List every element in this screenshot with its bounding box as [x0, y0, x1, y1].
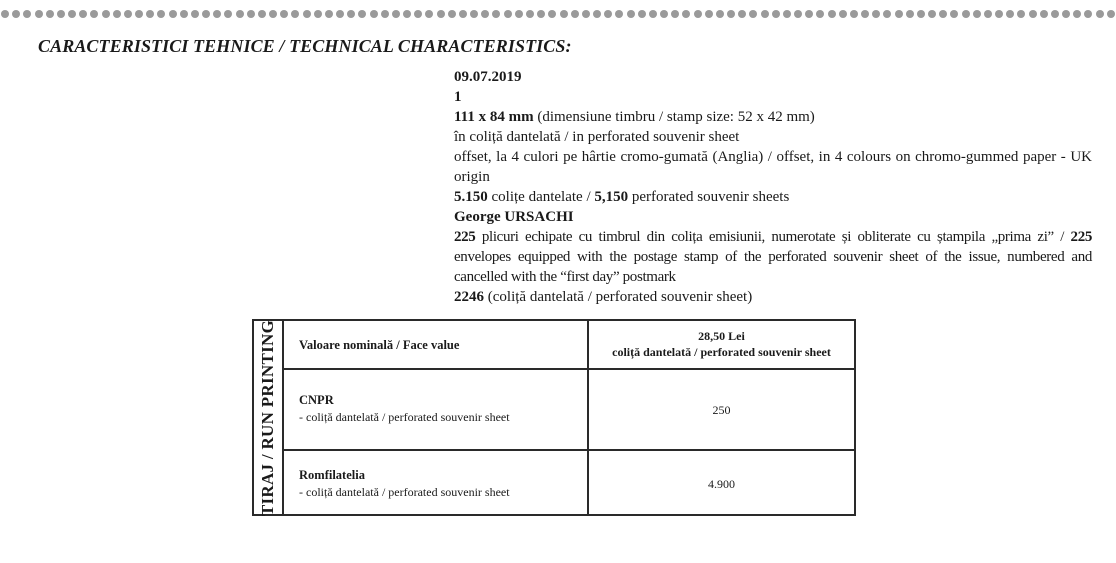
border-dot: [560, 10, 568, 18]
border-dot: [783, 10, 791, 18]
border-dot: [425, 10, 433, 18]
border-dot: [258, 10, 266, 18]
section-title: CARACTERISTICI TEHNICE / TECHNICAL CHARACTERISTICS:: [38, 36, 572, 56]
border-dot: [526, 10, 534, 18]
spec-value-bold: 111 x 84 mm: [454, 109, 534, 125]
row-value: 250: [712, 403, 731, 417]
table-row: [299, 392, 510, 426]
border-dot: [1096, 10, 1104, 18]
border-dot: [314, 10, 322, 18]
border-dot: [660, 10, 668, 18]
table-divider: [282, 321, 284, 514]
header-face-value: [589, 328, 854, 360]
border-dot: [236, 10, 244, 18]
border-dot: [23, 10, 31, 18]
row-name: Romfilatelia: [299, 468, 365, 482]
border-dot: [1062, 10, 1070, 18]
border-dot: [772, 10, 780, 18]
border-dot: [403, 10, 411, 18]
border-dot: [146, 10, 154, 18]
border-dot: [995, 10, 1003, 18]
border-dot: [57, 10, 65, 18]
border-dot: [1073, 10, 1081, 18]
spec-value: George URSACHI: [454, 209, 574, 225]
border-dot: [247, 10, 255, 18]
row-value: 4.900: [708, 477, 735, 491]
border-dot: [604, 10, 612, 18]
border-dot: [169, 10, 177, 18]
spec-value: [454, 107, 1092, 127]
dotted-top-border: [0, 10, 1116, 20]
border-dot: [705, 10, 713, 18]
border-dot: [1006, 10, 1014, 18]
border-dot: [638, 10, 646, 18]
border-dot: [392, 10, 400, 18]
border-dot: [515, 10, 523, 18]
border-dot: [124, 10, 132, 18]
border-dot: [202, 10, 210, 18]
border-dot: [370, 10, 378, 18]
border-dot: [180, 10, 188, 18]
border-dot: [269, 10, 277, 18]
spec-value: în coliță dantelată / in perforated souvenir sheet: [454, 129, 740, 145]
spec-value-text: perforated souvenir sheets: [628, 189, 790, 205]
border-dot: [694, 10, 702, 18]
border-dot: [727, 10, 735, 18]
border-dot: [805, 10, 813, 18]
row-desc: - coliță dantelată / perforated souvenir sheet: [299, 485, 510, 499]
border-dot: [414, 10, 422, 18]
border-dot: [46, 10, 54, 18]
border-dot: [135, 10, 143, 18]
spec-value-bold: 225: [454, 229, 476, 245]
border-dot: [35, 10, 43, 18]
border-dot: [191, 10, 199, 18]
header-value-desc: coliță dantelată / perforated souvenir sheet: [612, 345, 831, 359]
spec-value: [454, 227, 1092, 287]
border-dot: [79, 10, 87, 18]
border-dot: [928, 10, 936, 18]
border-dot: [872, 10, 880, 18]
spec-value-text: colițe dantelate /: [487, 189, 595, 205]
header-face-value-label: Valoare nominală / Face value: [299, 338, 460, 352]
spec-value-bold: 5,150: [594, 189, 629, 205]
border-dot: [816, 10, 824, 18]
border-dot: [883, 10, 891, 18]
border-dot: [839, 10, 847, 18]
border-dot: [381, 10, 389, 18]
border-dot: [492, 10, 500, 18]
border-dot: [682, 10, 690, 18]
border-dot: [738, 10, 746, 18]
border-dot: [336, 10, 344, 18]
border-dot: [224, 10, 232, 18]
spec-value-rest: (dimensiune timbru / stamp size: 52 x 42 mm): [533, 109, 815, 125]
border-dot: [861, 10, 869, 18]
border-dot: [828, 10, 836, 18]
spec-value-text: plicuri echipate cu timbrul din colița emisiunii, numerotate și obliterate cu ștampila „prima zi” /: [475, 229, 1071, 245]
spec-value-bold: 2246: [454, 289, 484, 305]
spec-value: [454, 287, 1092, 307]
spec-value-rest: (coliță dantelată / perforated souvenir sheet): [484, 289, 753, 305]
border-dot: [671, 10, 679, 18]
border-dot: [481, 10, 489, 18]
border-dot: [749, 10, 757, 18]
border-dot: [950, 10, 958, 18]
table-side-label: TIRAJ / RUN PRINTING: [258, 319, 278, 516]
header-value-amount: 28,50 Lei: [698, 329, 745, 343]
border-dot: [102, 10, 110, 18]
spec-value: 1: [454, 89, 462, 105]
border-dot: [906, 10, 914, 18]
border-dot: [794, 10, 802, 18]
border-dot: [358, 10, 366, 18]
border-dot: [571, 10, 579, 18]
border-dot: [280, 10, 288, 18]
row-desc: - coliță dantelată / perforated souvenir sheet: [299, 410, 510, 424]
border-dot: [627, 10, 635, 18]
border-dot: [761, 10, 769, 18]
border-dot: [593, 10, 601, 18]
border-dot: [347, 10, 355, 18]
border-dot: [157, 10, 165, 18]
border-dot: [1084, 10, 1092, 18]
border-dot: [984, 10, 992, 18]
border-dot: [582, 10, 590, 18]
border-dot: [973, 10, 981, 18]
run-printing-table: [252, 319, 856, 516]
border-dot: [113, 10, 121, 18]
border-dot: [291, 10, 299, 18]
spec-value: offset, la 4 culori pe hârtie cromo-gumată (Anglia) / offset, in 4 colours on chromo-gummed paper - UK origin: [454, 149, 1092, 185]
border-dot: [325, 10, 333, 18]
border-dot: [1107, 10, 1115, 18]
spec-value-bold: 225: [1070, 229, 1092, 245]
border-dot: [716, 10, 724, 18]
border-dot: [548, 10, 556, 18]
border-dot: [470, 10, 478, 18]
border-dot: [1, 10, 9, 18]
border-dot: [615, 10, 623, 18]
border-dot: [1017, 10, 1025, 18]
border-dot: [437, 10, 445, 18]
border-dot: [649, 10, 657, 18]
border-dot: [939, 10, 947, 18]
border-dot: [213, 10, 221, 18]
border-dot: [850, 10, 858, 18]
border-dot: [962, 10, 970, 18]
border-dot: [1051, 10, 1059, 18]
border-dot: [90, 10, 98, 18]
border-dot: [303, 10, 311, 18]
border-dot: [448, 10, 456, 18]
table-divider: [282, 368, 854, 370]
row-name: CNPR: [299, 393, 334, 407]
spec-value: 09.07.2019: [454, 69, 522, 85]
border-dot: [504, 10, 512, 18]
spec-value: [454, 187, 1092, 207]
spec-value-bold: 5.150: [454, 189, 488, 205]
border-dot: [68, 10, 76, 18]
border-dot: [12, 10, 20, 18]
spec-value-text: envelopes equipped with the postage stamp of the perforated souvenir sheet of the issue, numbered and cancelled with the “first day” postmark: [454, 249, 1092, 285]
table-row: [299, 467, 510, 501]
border-dot: [1029, 10, 1037, 18]
border-dot: [895, 10, 903, 18]
border-dot: [459, 10, 467, 18]
border-dot: [917, 10, 925, 18]
border-dot: [537, 10, 545, 18]
table-divider: [282, 449, 854, 451]
border-dot: [1040, 10, 1048, 18]
